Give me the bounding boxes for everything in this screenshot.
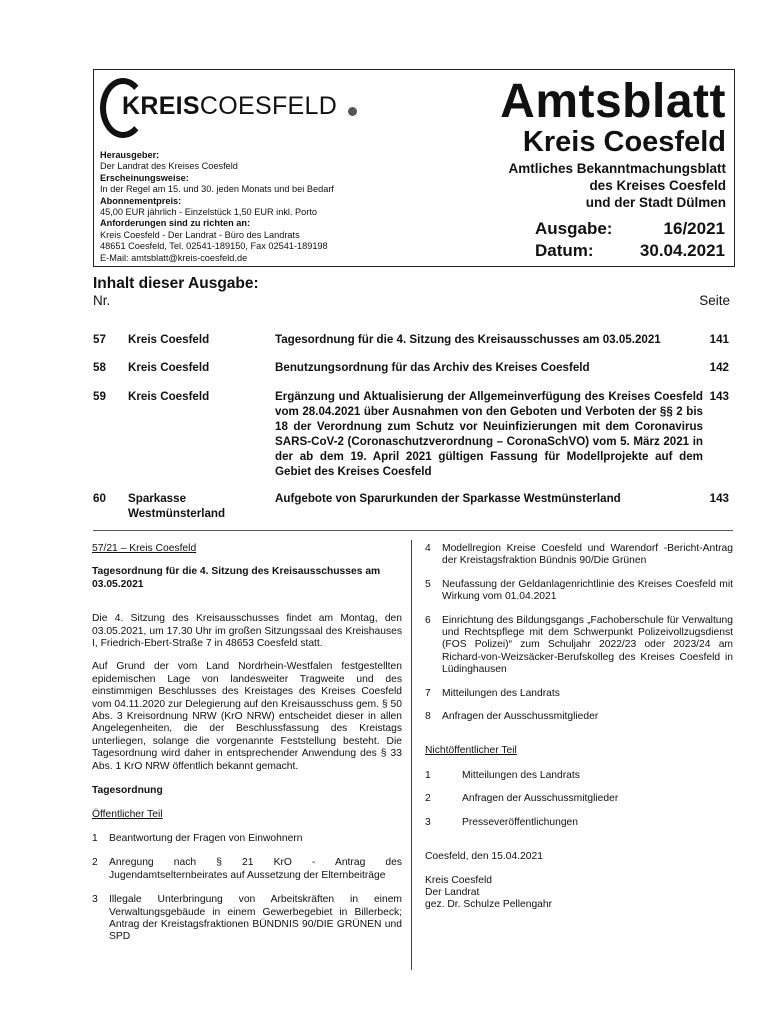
agenda-item (92, 833, 402, 845)
agenda-item-number: 2 (92, 857, 98, 869)
article-paragraph: Auf Grund der vom Land Nordrhein-Westfalen festgestellten epidemischen Lage von landesweiter Tragweite und des einstimmigen Beschlusses des Kreistages des Kreises Coesfeld vom 04.11.2020 zur Delegierung auf den Kreisausschuss gem. § 50 Abs. 3 Kreisordnung NRW (KrO NRW) entscheidet dieser in allen Angelegenheiten, die der Beschlussfassung des Kreistags unterliegen, solange die vorgenannte Feststellung besteht. Die Tagesordnung wird daher in entsprechender Anwendung des § 33 Abs. 1 KrO NRW öffentlich bekannt gemacht. (92, 661, 402, 772)
ausgabe-value: 16/2021 (663, 219, 725, 238)
toc-page: 143 (709, 492, 729, 505)
anfragen-label: Anforderungen sind zu richten an: (100, 218, 251, 229)
datum-label: Datum: (535, 241, 594, 260)
agenda-item (92, 857, 402, 882)
agenda-item (425, 817, 733, 829)
toc-title: Inhalt dieser Ausgabe: (93, 275, 259, 292)
toc-seite-label: Seite (699, 293, 730, 308)
agenda-item-number: 5 (425, 578, 431, 590)
email: E-Mail: amtsblatt@kreis-coesfeld.de (100, 252, 248, 263)
toc-page: 141 (709, 333, 729, 346)
toc-entry-title: Ergänzung und Aktualisierung der Allgemeinverfügung des Kreises Coesfeld vom 28.04.2021 über Ausnahmen von den Geboten und Verboten der §§ 2 bis 18 der Verordnung zum Schutz vor Neuinfizierungen mit dem Coronavirus SARS-CoV-2 (Coronaschutzverordnung – CoronaSchVO) vom 5. März 2021 in der ab dem 19. April 2021 gültigen Fassung für Modellprojekte auf dem Gebiet des Kreises Coesfeld (275, 390, 703, 478)
anfragen-line1: Kreis Coesfeld - Der Landrat - Büro des Landrats (100, 229, 300, 240)
toc-nr: 57 (93, 333, 106, 346)
agenda-item (425, 770, 733, 782)
toc-source: Sparkasse Westmünsterland (128, 492, 226, 520)
agenda-item-text: Anfragen der Ausschussmitglieder (442, 711, 599, 723)
abo-value: 45,00 EUR jährlich - Einzelstück 1,50 EUR inkl. Porto (100, 207, 318, 218)
agenda-item-text: Presseveröffentlichungen (462, 816, 579, 828)
agenda-item-number: 2 (425, 793, 431, 805)
toc-entry-title: Aufgebote von Sparurkunden der Sparkasse Westmünsterland (275, 492, 621, 505)
agenda-item-text: Anfragen der Ausschussmitglieder (462, 793, 619, 805)
agenda-item (425, 688, 733, 700)
agenda-item (425, 579, 733, 604)
signature-line: Der Landrat (425, 886, 480, 898)
agenda-item-text: Anregung nach § 21 KrO - Antrag des Jugendamtselternbeirates auf Aussetzung der Elternbeiträge (109, 857, 402, 881)
toc-page: 143 (709, 390, 729, 403)
agenda-item (425, 543, 733, 568)
column-divider (411, 540, 412, 970)
tagline-line1: Amtliches Bekanntmachungsblatt (508, 161, 726, 176)
toc-source: Kreis Coesfeld (128, 390, 210, 403)
agenda-item-text: Mitteilungen des Landrats (442, 687, 560, 699)
agenda-item (425, 793, 733, 805)
toc-page: 142 (709, 361, 729, 374)
agenda-item-number: 3 (92, 894, 98, 906)
kreis-coesfeld-logo: KREISCOESFELD (122, 92, 338, 120)
tagline (428, 160, 726, 211)
agenda-item-number: 3 (425, 816, 431, 828)
agenda-item-number: 8 (425, 711, 431, 723)
toc-entry-title: Tagesordnung für die 4. Sitzung des Kreisausschusses am 03.05.2021 (275, 333, 661, 346)
agenda-item-number: 4 (425, 543, 431, 554)
agenda-item-text: Mitteilungen des Landrats (462, 769, 580, 781)
agenda-item (425, 711, 733, 723)
issue-info (535, 218, 725, 262)
toc-nr: 60 (93, 492, 106, 505)
section-divider (93, 530, 733, 531)
anfragen-line2: 48651 Coesfeld, Tel. 02541-189150, Fax 02541-189198 (100, 241, 328, 252)
publisher-info (100, 150, 400, 264)
agenda-item-text: Modellregion Kreise Coesfeld und Warendorf -Bericht-Antrag der Kreistagsfraktion Bündnis 90/Die Grünen (442, 543, 733, 567)
agenda-item (92, 894, 402, 944)
signature-line: gez. Dr. Schulze Pellengahr (425, 899, 553, 911)
toc-nr-label: Nr. (93, 293, 111, 308)
agenda-item-text: Beantwortung der Fragen von Einwohnern (109, 832, 303, 844)
article-ref: 57/21 – Kreis Coesfeld (92, 543, 197, 554)
agenda-item-number: 7 (425, 687, 431, 699)
toc-nr: 58 (93, 361, 106, 374)
agenda-item-number: 1 (425, 769, 431, 781)
herausgeber-value: Der Landrat des Kreises Coesfeld (100, 161, 238, 172)
logo-dot (348, 107, 357, 116)
toc-source: Kreis Coesfeld (128, 361, 210, 374)
place-date: Coesfeld, den 15.04.2021 (425, 851, 543, 863)
page-title: Amtsblatt (500, 75, 726, 128)
erscheinung-label: Erscheinungsweise: (100, 172, 189, 183)
nonpublic-part-label: Nichtöffentlicher Teil (425, 745, 517, 757)
agenda-item-number: 1 (92, 832, 98, 844)
agenda-label: Tagesordnung (92, 785, 163, 797)
toc-nr: 59 (93, 390, 106, 403)
page-subtitle: Kreis Coesfeld (522, 126, 726, 158)
toc-entry-title: Benutzungsordnung für das Archiv des Kreises Coesfeld (275, 361, 590, 374)
article-heading: Tagesordnung für die 4. Sitzung des Kreisausschusses am 03.05.2021 (92, 566, 381, 590)
datum-value: 30.04.2021 (639, 241, 725, 260)
left-column (92, 543, 402, 944)
tagline-line2: des Kreises Coesfeld (589, 178, 726, 193)
agenda-item-number: 6 (425, 614, 431, 626)
abo-label: Abonnementpreis: (100, 195, 182, 206)
toc-source: Kreis Coesfeld (128, 333, 210, 346)
agenda-item (425, 615, 733, 677)
article-paragraph: Die 4. Sitzung des Kreisausschusses findet am Montag, den 03.05.2021, um 17.30 Uhr im großen Sitzungssaal des Kreishauses I, Friedrich-Ebert-Straße 7 in 48653 Coesfeld statt. (92, 613, 402, 650)
ausgabe-label: Ausgabe: (535, 219, 613, 238)
tagline-line3: und der Stadt Dülmen (585, 195, 726, 210)
agenda-item-text: Einrichtung des Bildungsgangs „Fachoberschule für Verwaltung und Rechtspflege mit dem Schwerpunkt Polizeivollzugsdienst (FOS Polizei)“ zum Schuljahr 2022/23 oder 2023/24 am Richard-von-Weizsäcker-Berufskolleg des Kreises Coesfeld in Lüdinghausen (442, 614, 733, 676)
right-column (425, 543, 733, 912)
erscheinung-value: In der Regel am 15. und 30. jeden Monats und bei Bedarf (100, 184, 334, 195)
public-part-label: Öffentlicher Teil (92, 808, 163, 820)
herausgeber-label: Herausgeber: (100, 150, 160, 160)
agenda-item-text: Illegale Unterbringung von Arbeitskräften in einem Verwaltungsgebäude in einem Gewerbegebiet in Billerbeck; Antrag der Kreistagsfraktionen BÜNDNIS 90/DIE GRÜNEN und SPD (109, 894, 402, 943)
signature-line: Kreis Coesfeld (425, 874, 492, 886)
agenda-item-text: Neufassung der Geldanlagenrichtlinie des Kreises Coesfeld mit Wirkung vom 01.04.2021 (442, 578, 733, 603)
